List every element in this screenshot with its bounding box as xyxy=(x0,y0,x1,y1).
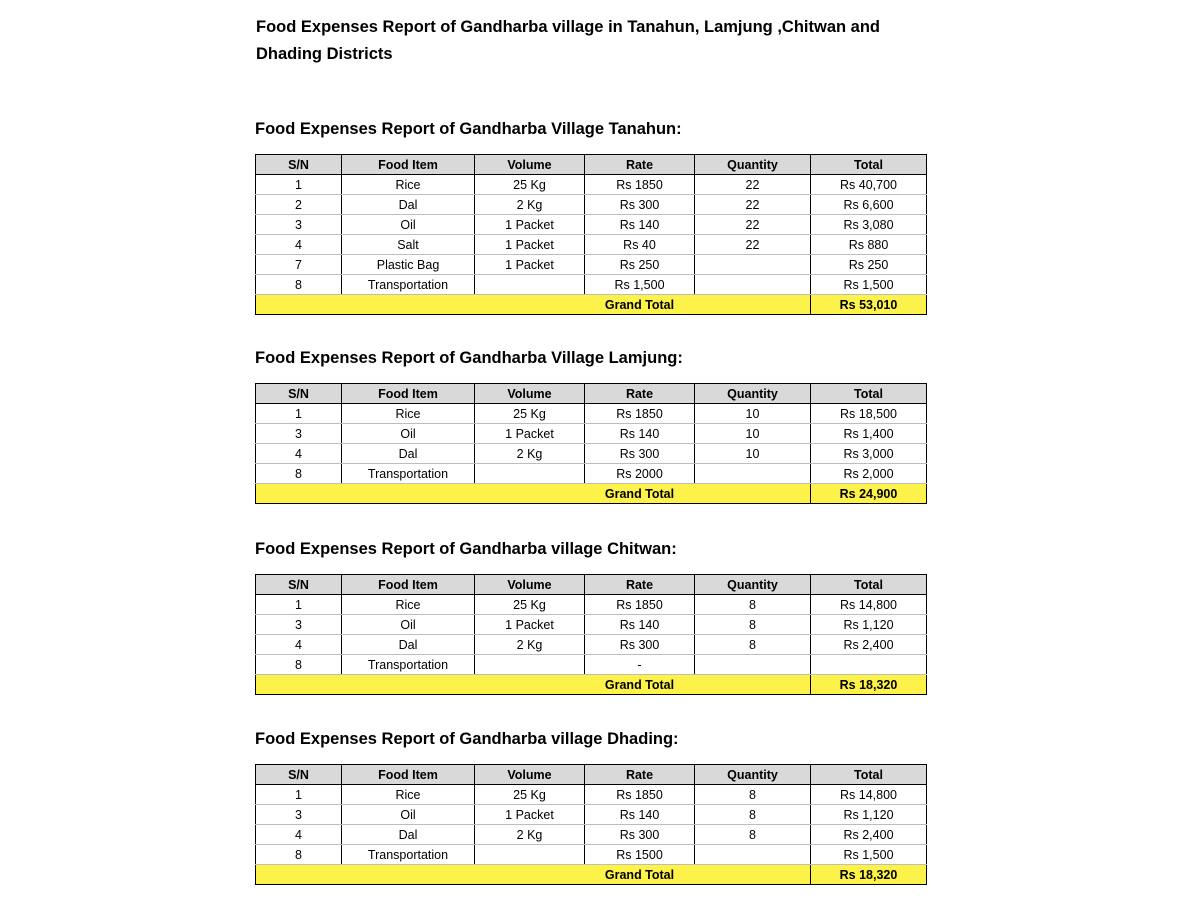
expense-table xyxy=(255,574,927,695)
column-header-quantity: Quantity xyxy=(695,765,811,785)
cell-volume: 25 Kg xyxy=(475,175,585,195)
column-header-rate: Rate xyxy=(585,575,695,595)
expense-table xyxy=(255,764,927,885)
table-row xyxy=(256,825,927,845)
cell-rate: Rs 300 xyxy=(585,444,695,464)
cell-item: Rice xyxy=(342,175,475,195)
cell-volume xyxy=(475,655,585,675)
grand-total-value: Rs 18,320 xyxy=(811,675,927,695)
table-row xyxy=(256,615,927,635)
cell-sn: 4 xyxy=(256,635,342,655)
cell-total: Rs 2,400 xyxy=(811,635,927,655)
cell-rate: Rs 300 xyxy=(585,825,695,845)
cell-sn: 4 xyxy=(256,235,342,255)
cell-volume: 25 Kg xyxy=(475,404,585,424)
table-row xyxy=(256,595,927,615)
table-row xyxy=(256,404,927,424)
grand-total-spacer xyxy=(695,675,811,695)
grand-total-label: Grand Total xyxy=(585,484,695,504)
grand-total-spacer xyxy=(256,865,585,885)
cell-total: Rs 1,500 xyxy=(811,275,927,295)
cell-rate: Rs 140 xyxy=(585,215,695,235)
column-header-total: Total xyxy=(811,384,927,404)
table-row xyxy=(256,275,927,295)
grand-total-row xyxy=(256,675,927,695)
section-lamjung xyxy=(255,348,927,504)
section-heading: Food Expenses Report of Gandharba village Chitwan: xyxy=(255,540,677,558)
cell-quantity xyxy=(695,655,811,675)
cell-rate: Rs 300 xyxy=(585,635,695,655)
cell-sn: 8 xyxy=(256,845,342,865)
grand-total-spacer xyxy=(695,865,811,885)
column-header-volume: Volume xyxy=(475,575,585,595)
cell-total: Rs 1,120 xyxy=(811,615,927,635)
cell-total: Rs 1,500 xyxy=(811,845,927,865)
cell-rate: Rs 300 xyxy=(585,195,695,215)
cell-sn: 8 xyxy=(256,275,342,295)
table-row xyxy=(256,655,927,675)
cell-rate: Rs 1,500 xyxy=(585,275,695,295)
section-heading: Food Expenses Report of Gandharba Village Tanahun: xyxy=(255,120,682,138)
cell-rate: Rs 1850 xyxy=(585,595,695,615)
grand-total-value: Rs 53,010 xyxy=(811,295,927,315)
cell-volume: 1 Packet xyxy=(475,255,585,275)
grand-total-label: Grand Total xyxy=(585,295,695,315)
cell-volume: 2 Kg xyxy=(475,195,585,215)
section-tanahun xyxy=(255,119,927,315)
cell-total: Rs 3,080 xyxy=(811,215,927,235)
cell-quantity: 8 xyxy=(695,615,811,635)
section-heading: Food Expenses Report of Gandharba Village Lamjung: xyxy=(255,349,683,367)
cell-volume: 25 Kg xyxy=(475,785,585,805)
table-row xyxy=(256,785,927,805)
cell-quantity: 8 xyxy=(695,635,811,655)
cell-sn: 4 xyxy=(256,444,342,464)
grand-total-spacer xyxy=(695,484,811,504)
cell-item: Dal xyxy=(342,195,475,215)
cell-total: Rs 40,700 xyxy=(811,175,927,195)
column-header-quantity: Quantity xyxy=(695,575,811,595)
cell-sn: 1 xyxy=(256,785,342,805)
column-header-item: Food Item xyxy=(342,575,475,595)
cell-quantity: 8 xyxy=(695,805,811,825)
table-header-row xyxy=(256,765,927,785)
cell-total: Rs 250 xyxy=(811,255,927,275)
table-header-row xyxy=(256,155,927,175)
cell-quantity: 10 xyxy=(695,404,811,424)
cell-rate: Rs 140 xyxy=(585,805,695,825)
cell-sn: 1 xyxy=(256,404,342,424)
grand-total-value: Rs 18,320 xyxy=(811,865,927,885)
cell-total: Rs 3,000 xyxy=(811,444,927,464)
cell-item: Transportation xyxy=(342,845,475,865)
cell-total: Rs 1,400 xyxy=(811,424,927,444)
cell-quantity xyxy=(695,845,811,865)
table-row xyxy=(256,635,927,655)
cell-quantity: 10 xyxy=(695,444,811,464)
cell-sn: 1 xyxy=(256,595,342,615)
cell-volume: 1 Packet xyxy=(475,424,585,444)
cell-rate: - xyxy=(585,655,695,675)
cell-quantity: 8 xyxy=(695,825,811,845)
table-row xyxy=(256,235,927,255)
column-header-quantity: Quantity xyxy=(695,155,811,175)
table-header-row xyxy=(256,575,927,595)
grand-total-row xyxy=(256,295,927,315)
cell-item: Oil xyxy=(342,215,475,235)
column-header-quantity: Quantity xyxy=(695,384,811,404)
grand-total-spacer xyxy=(256,484,585,504)
grand-total-spacer xyxy=(695,295,811,315)
cell-item: Transportation xyxy=(342,275,475,295)
cell-sn: 4 xyxy=(256,825,342,845)
cell-item: Transportation xyxy=(342,464,475,484)
section-chitwan xyxy=(255,539,927,695)
section-dhading xyxy=(255,729,927,885)
cell-total: Rs 14,800 xyxy=(811,785,927,805)
cell-sn: 3 xyxy=(256,805,342,825)
column-header-sn: S/N xyxy=(256,155,342,175)
cell-rate: Rs 250 xyxy=(585,255,695,275)
cell-item: Dal xyxy=(342,635,475,655)
table-row xyxy=(256,215,927,235)
cell-item: Oil xyxy=(342,805,475,825)
cell-sn: 3 xyxy=(256,424,342,444)
cell-volume: 1 Packet xyxy=(475,805,585,825)
grand-total-row xyxy=(256,484,927,504)
cell-sn: 2 xyxy=(256,195,342,215)
cell-rate: Rs 1850 xyxy=(585,404,695,424)
cell-quantity xyxy=(695,275,811,295)
column-header-volume: Volume xyxy=(475,765,585,785)
cell-total: Rs 1,120 xyxy=(811,805,927,825)
cell-rate: Rs 1850 xyxy=(585,785,695,805)
cell-volume xyxy=(475,275,585,295)
column-header-volume: Volume xyxy=(475,384,585,404)
cell-item: Salt xyxy=(342,235,475,255)
cell-total xyxy=(811,655,927,675)
cell-total: Rs 14,800 xyxy=(811,595,927,615)
grand-total-spacer xyxy=(256,295,585,315)
grand-total-value: Rs 24,900 xyxy=(811,484,927,504)
section-heading: Food Expenses Report of Gandharba village Dhading: xyxy=(255,730,679,748)
cell-rate: Rs 40 xyxy=(585,235,695,255)
column-header-total: Total xyxy=(811,155,927,175)
cell-total: Rs 2,400 xyxy=(811,825,927,845)
cell-quantity: 22 xyxy=(695,195,811,215)
cell-item: Rice xyxy=(342,785,475,805)
cell-item: Plastic Bag xyxy=(342,255,475,275)
column-header-item: Food Item xyxy=(342,384,475,404)
cell-item: Oil xyxy=(342,615,475,635)
cell-rate: Rs 1850 xyxy=(585,175,695,195)
cell-sn: 3 xyxy=(256,615,342,635)
cell-quantity: 10 xyxy=(695,424,811,444)
cell-sn: 8 xyxy=(256,655,342,675)
cell-volume: 25 Kg xyxy=(475,595,585,615)
grand-total-label: Grand Total xyxy=(585,865,695,885)
table-row xyxy=(256,464,927,484)
cell-volume xyxy=(475,845,585,865)
table-row xyxy=(256,805,927,825)
cell-rate: Rs 2000 xyxy=(585,464,695,484)
cell-quantity xyxy=(695,464,811,484)
column-header-sn: S/N xyxy=(256,575,342,595)
table-row xyxy=(256,845,927,865)
cell-sn: 8 xyxy=(256,464,342,484)
document-title: Food Expenses Report of Gandharba village in Tanahun, Lamjung ,Chitwan and Dhading Districts xyxy=(256,18,881,63)
cell-quantity xyxy=(695,255,811,275)
column-header-rate: Rate xyxy=(585,384,695,404)
cell-rate: Rs 140 xyxy=(585,424,695,444)
column-header-sn: S/N xyxy=(256,384,342,404)
cell-total: Rs 880 xyxy=(811,235,927,255)
column-header-sn: S/N xyxy=(256,765,342,785)
cell-quantity: 8 xyxy=(695,595,811,615)
cell-item: Rice xyxy=(342,595,475,615)
column-header-total: Total xyxy=(811,575,927,595)
cell-total: Rs 18,500 xyxy=(811,404,927,424)
expense-table xyxy=(255,154,927,315)
cell-item: Rice xyxy=(342,404,475,424)
grand-total-row xyxy=(256,865,927,885)
cell-volume: 1 Packet xyxy=(475,215,585,235)
grand-total-label: Grand Total xyxy=(585,675,695,695)
column-header-rate: Rate xyxy=(585,155,695,175)
cell-rate: Rs 1500 xyxy=(585,845,695,865)
cell-volume: 2 Kg xyxy=(475,444,585,464)
table-row xyxy=(256,175,927,195)
column-header-item: Food Item xyxy=(342,765,475,785)
column-header-volume: Volume xyxy=(475,155,585,175)
cell-item: Dal xyxy=(342,825,475,845)
cell-volume: 2 Kg xyxy=(475,635,585,655)
table-row xyxy=(256,195,927,215)
cell-quantity: 22 xyxy=(695,215,811,235)
table-row xyxy=(256,444,927,464)
cell-volume xyxy=(475,464,585,484)
cell-sn: 3 xyxy=(256,215,342,235)
table-row xyxy=(256,255,927,275)
table-header-row xyxy=(256,384,927,404)
grand-total-spacer xyxy=(256,675,585,695)
cell-sn: 7 xyxy=(256,255,342,275)
table-row xyxy=(256,424,927,444)
cell-volume: 1 Packet xyxy=(475,235,585,255)
cell-item: Transportation xyxy=(342,655,475,675)
cell-quantity: 8 xyxy=(695,785,811,805)
expense-table xyxy=(255,383,927,504)
cell-item: Dal xyxy=(342,444,475,464)
cell-quantity: 22 xyxy=(695,175,811,195)
column-header-rate: Rate xyxy=(585,765,695,785)
cell-volume: 1 Packet xyxy=(475,615,585,635)
cell-total: Rs 6,600 xyxy=(811,195,927,215)
cell-volume: 2 Kg xyxy=(475,825,585,845)
cell-rate: Rs 140 xyxy=(585,615,695,635)
column-header-total: Total xyxy=(811,765,927,785)
cell-sn: 1 xyxy=(256,175,342,195)
cell-total: Rs 2,000 xyxy=(811,464,927,484)
cell-item: Oil xyxy=(342,424,475,444)
cell-quantity: 22 xyxy=(695,235,811,255)
column-header-item: Food Item xyxy=(342,155,475,175)
